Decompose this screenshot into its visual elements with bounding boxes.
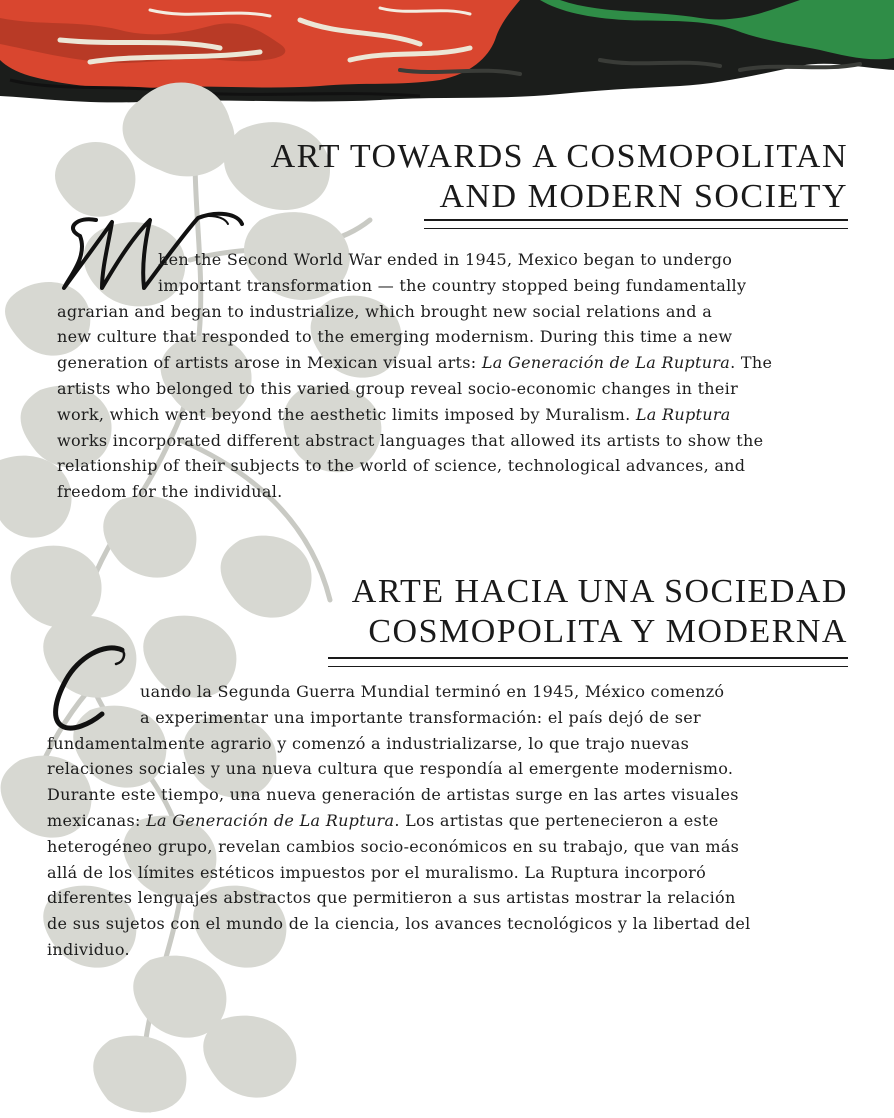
spanish-heading [352,572,848,652]
english-line-2: important transformation — the country stopped being fundamentally [158,275,747,295]
spanish-line-2: a experimentar una importante transformación: el país dejó de ser [140,707,701,727]
english-line-4: new culture that responded to the emerging modernism. During this time a new [57,327,733,347]
spanish-line-6-end: . Los artistas que pertenecieron a este [394,810,719,830]
spanish-line-1: uando la Segunda Guerra Mundial terminó en 1945, México comenzó [140,682,725,701]
english-line-7-text: work, which went beyond the aesthetic limits imposed by Muralism. [57,404,636,424]
spanish-line-9: diferentes lenguajes abstractos que permitieron a sus artistas mostrar la relación [47,888,736,908]
english-ruptura-title: La Generación de La Ruptura [481,353,731,373]
english-line-5 [57,350,772,376]
spanish-paragraph [47,679,751,963]
spanish-line-5: Durante este tiempo, una nueva generación de artistas surge en las artes visuales [47,785,739,805]
english-line-9: relationship of their subjects to the world of science, technological advances, and [57,456,746,476]
english-line-1: hen the Second World War ended in 1945, Mexico began to undergo [158,250,733,269]
english-line-5-text: generation of artists arose in Mexican visual arts: [57,353,482,373]
spanish-heading-line-2: COSMOPOLITA Y MODERNA [368,613,848,650]
english-paragraph [57,247,772,505]
english-heading [271,137,848,217]
spanish-line-6-text: mexicanas: [47,810,147,830]
english-line-8: works incorporated different abstract languages that allowed its artists to show the [57,430,764,450]
spanish-line-7: heterogéneo grupo, revelan cambios socio-económicos en su trabajo, que van más [47,836,740,856]
spanish-line-4: relaciones sociales y una nueva cultura que respondía al emergente modernismo. [47,759,734,779]
english-ruptura-name: La Ruptura [635,404,731,424]
english-heading-line-1: ART TOWARDS A COSMOPOLITAN [270,138,848,175]
english-line-7 [57,402,772,428]
spanish-line-8: allá de los límites estéticos impuestos por el muralismo. La Ruptura incorporó [47,862,707,882]
english-line-3: agrarian and began to industrialize, which brought new social relations and a [57,301,713,321]
english-heading-rule [424,219,848,229]
spanish-line-11: individuo. [47,939,130,959]
spanish-heading-line-1: ARTE HACIA UNA SOCIEDAD [351,573,848,610]
spanish-heading-rule [328,657,848,667]
spanish-line-3: fundamentalmente agrario y comenzó a industrializarse, lo que trajo nuevas [47,733,690,753]
english-heading-line-2: AND MODERN SOCIETY [439,178,848,215]
english-line-6: artists who belonged to this varied group reveal socio-economic changes in their [57,378,739,398]
english-line-10: freedom for the individual. [57,482,283,502]
spanish-line-10: de sus sujetos con el mundo de la ciencia, los avances tecnológicos y la libertad del [47,914,751,934]
english-line-5-end: . The [730,353,773,373]
spanish-line-6 [47,808,751,834]
spanish-ruptura-title: La Generación de La Ruptura [146,810,395,830]
